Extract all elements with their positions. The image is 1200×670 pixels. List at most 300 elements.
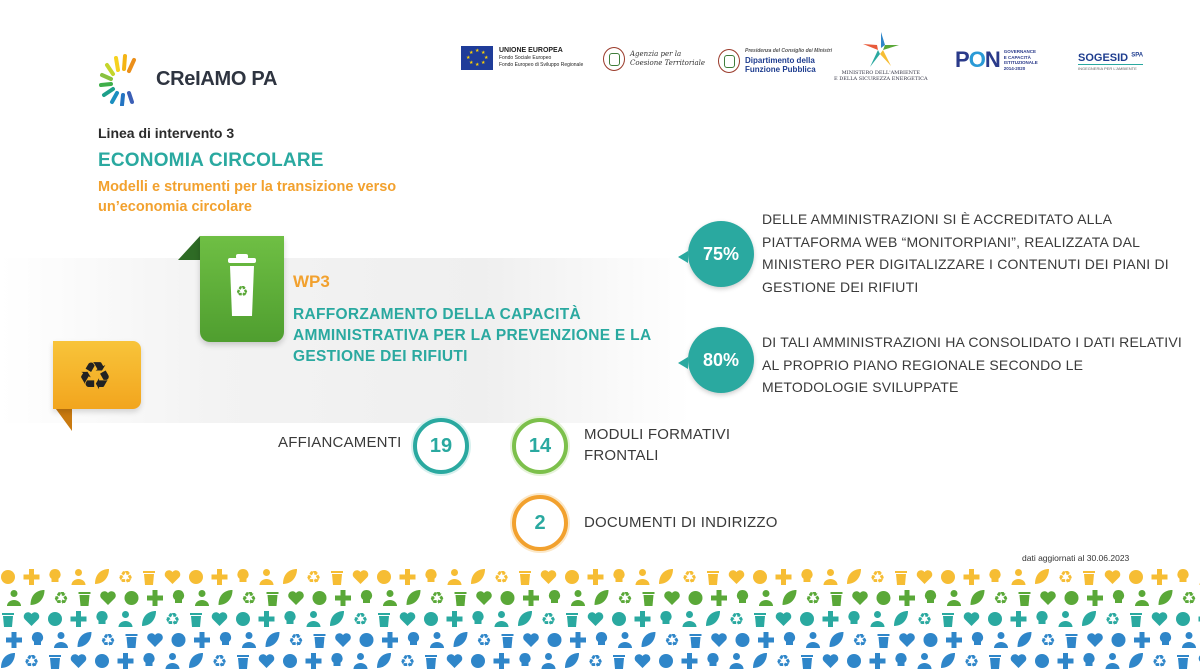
heart-icon [288, 591, 304, 605]
heart-icon [852, 591, 868, 605]
recycle-icon [1105, 610, 1120, 630]
svg-text:♻: ♻ [852, 631, 868, 651]
bulb-icon [549, 590, 560, 603]
bulb-icon [472, 611, 483, 624]
bulb-icon [707, 653, 718, 666]
heart-icon [147, 633, 163, 647]
recycle-icon [729, 610, 744, 630]
heart-icon [588, 612, 604, 626]
bulb-icon [925, 590, 936, 603]
cross-icon [259, 611, 275, 627]
cross-icon [335, 590, 351, 606]
globe-icon [689, 591, 703, 605]
heart-icon [71, 654, 87, 668]
bulb-icon [284, 611, 295, 624]
globe-icon [548, 633, 562, 647]
heart-icon [165, 570, 181, 584]
svg-text:♻: ♻ [993, 589, 1009, 609]
svg-text:♻: ♻ [617, 589, 633, 609]
recycle-icon [100, 631, 115, 651]
leaf-icon [830, 632, 844, 647]
person-icon [1135, 590, 1149, 606]
affiancamenti-counter: 19 [413, 418, 469, 474]
globe-icon [172, 633, 186, 647]
heart-icon [335, 633, 351, 647]
person-icon [683, 611, 697, 627]
trash-icon [831, 592, 843, 606]
recycle-icon [73, 354, 117, 396]
globe-icon [924, 633, 938, 647]
sogesid-sub: INGEGNERIA PER L'AMBIENTE [1078, 66, 1137, 71]
heart-icon [259, 654, 275, 668]
bulb-icon [1113, 590, 1124, 603]
globe-icon [95, 654, 109, 668]
person-icon [307, 611, 321, 627]
bulb-icon [237, 569, 248, 582]
trash-icon [643, 592, 655, 606]
heart-icon [100, 591, 116, 605]
dfp-line1: Dipartimento della [745, 56, 815, 65]
emblem-icon [603, 47, 625, 71]
person-icon [806, 632, 820, 648]
trash-icon [267, 592, 279, 606]
globe-icon [736, 633, 750, 647]
globe-icon [1035, 654, 1049, 668]
recycle-icon [1152, 652, 1167, 670]
eu-flag-icon: ★ ★ ★ ★ ★ ★ ★ ★ [461, 46, 493, 70]
trash-icon [143, 571, 155, 585]
person-icon [166, 653, 180, 669]
heart-icon [523, 633, 539, 647]
heart-icon [635, 654, 651, 668]
bulb-icon [895, 653, 906, 666]
recycle-icon [53, 589, 68, 609]
person-icon [242, 632, 256, 648]
cross-icon [946, 632, 962, 648]
brand-sun-icon [98, 52, 148, 106]
badge-fold [178, 236, 200, 260]
bulb-icon [32, 632, 43, 645]
heart-icon [711, 633, 727, 647]
recycle-icon [429, 589, 444, 609]
person-icon [824, 569, 838, 585]
agency-line1: Agenzia per la [630, 50, 682, 58]
bulb-icon [96, 611, 107, 624]
globe-icon [189, 570, 203, 584]
cross-icon [118, 653, 134, 669]
bulb-icon [848, 611, 859, 624]
agency-logo [603, 47, 705, 71]
leaf-icon [454, 632, 468, 647]
globe-icon [424, 612, 438, 626]
heart-icon [1105, 570, 1121, 584]
cross-icon [24, 569, 40, 585]
person-icon [618, 632, 632, 648]
recycle-icon [588, 652, 603, 670]
trash-icon [378, 613, 390, 627]
svg-text:♻: ♻ [399, 652, 416, 670]
heart-icon [823, 654, 839, 668]
svg-text:♻: ♻ [1181, 589, 1197, 609]
recycle-icon [1181, 589, 1196, 609]
recycle-icon [494, 568, 509, 588]
person-icon [1182, 632, 1196, 648]
globe-icon [1112, 633, 1126, 647]
bulb-icon [1177, 569, 1188, 582]
leaf-icon [941, 653, 955, 668]
person-icon [636, 569, 650, 585]
trash-icon [2, 613, 14, 627]
bulb-icon [801, 569, 812, 582]
person-icon [354, 653, 368, 669]
person-icon [1012, 569, 1026, 585]
cross-icon [1058, 653, 1074, 669]
cross-icon [758, 632, 774, 648]
person-icon [1106, 653, 1120, 669]
recycle-icon [993, 589, 1008, 609]
bulb-icon [737, 590, 748, 603]
svg-text:♻: ♻ [587, 652, 604, 670]
trash-icon [190, 613, 202, 627]
svg-text:♻: ♻ [352, 610, 369, 630]
cross-icon [899, 590, 915, 606]
cross-icon [523, 590, 539, 606]
pon-logo [955, 47, 1038, 73]
svg-text:♻: ♻ [1151, 652, 1168, 670]
pon-p: P [955, 47, 969, 72]
leaf-icon [706, 611, 720, 626]
svg-text:♻: ♻ [1040, 631, 1056, 651]
svg-text:♻: ♻ [77, 354, 113, 396]
sogesid-logo [1078, 52, 1143, 71]
bulb-icon [596, 632, 607, 645]
recycle-icon [1058, 568, 1073, 588]
trash-icon [566, 613, 578, 627]
leaf-icon [471, 569, 485, 584]
cross-icon [964, 569, 980, 585]
heart-icon [729, 570, 745, 584]
brand-name: CReIAMO PA [156, 67, 278, 90]
trash-icon [895, 571, 907, 585]
person-icon [119, 611, 133, 627]
trash-icon [331, 571, 343, 585]
heart-icon [776, 612, 792, 626]
trash-icon [1066, 634, 1078, 648]
svg-text:♻: ♻ [429, 589, 445, 609]
person-icon [495, 611, 509, 627]
recycle-icon [118, 568, 133, 588]
cross-icon [1011, 611, 1027, 627]
recycle-icon [917, 610, 932, 630]
leaf-icon [78, 632, 92, 647]
dfp-logo [718, 47, 832, 74]
svg-text:♻: ♻ [117, 568, 134, 588]
bulb-icon [49, 569, 60, 582]
intervention-line: Linea di intervento 3 [98, 125, 235, 141]
heart-icon [917, 570, 933, 584]
recycle-bin-icon [222, 254, 262, 320]
documenti-counter: 2 [512, 495, 568, 551]
wp-description: RAFFORZAMENTO DELLA CAPACITÀ AMMINISTRATIVA PER LA PREVENZIONE E LA GESTIONE DEI RIFIUTI [293, 306, 651, 365]
person-icon [730, 653, 744, 669]
leaf-icon [753, 653, 767, 668]
globe-icon [800, 612, 814, 626]
percentage-text-80: DI TALI AMMINISTRAZIONI HA CONSOLIDATO I DATI RELATIVI AL PROPRIO PIANO REGIONALE SECONDO LE METODOLOGIE SVILUPPATE [762, 334, 1182, 395]
recycle-icon [964, 652, 979, 670]
svg-text:♻: ♻ [493, 568, 510, 588]
svg-text:♻: ♻ [100, 631, 116, 651]
leaf-icon [971, 590, 985, 605]
trash-icon [690, 634, 702, 648]
cross-icon [1134, 632, 1150, 648]
heart-icon [24, 612, 40, 626]
bulb-icon [143, 653, 154, 666]
svg-text:♻: ♻ [664, 631, 680, 651]
leaf-icon [142, 611, 156, 626]
svg-text:♻: ♻ [681, 568, 698, 588]
globe-icon [1, 570, 15, 584]
trash-icon [878, 634, 890, 648]
person-icon [542, 653, 556, 669]
pon-line4: 2014-2020 [1003, 65, 1026, 71]
person-icon [430, 632, 444, 648]
person-icon [571, 590, 585, 606]
svg-text:♻: ♻ [288, 631, 304, 651]
recycle-icon [24, 652, 39, 670]
globe-icon [941, 570, 955, 584]
leaf-icon [31, 590, 45, 605]
globe-icon [1065, 591, 1079, 605]
bulb-icon [613, 569, 624, 582]
page-title: ECONOMIA CIRCOLARE [98, 150, 324, 171]
heart-icon [541, 570, 557, 584]
recycle-icon [476, 631, 491, 651]
cross-icon [400, 569, 416, 585]
person-icon [448, 569, 462, 585]
recycle-icon [288, 631, 303, 651]
heart-icon [447, 654, 463, 668]
sogesid-suffix: SPA [1131, 52, 1144, 59]
leaf-icon [377, 653, 391, 668]
trash-icon [613, 655, 625, 669]
person-icon [947, 590, 961, 606]
recycle-icon [682, 568, 697, 588]
bulb-icon [972, 632, 983, 645]
bulb-icon [331, 653, 342, 666]
globe-icon [753, 570, 767, 584]
svg-text:♻: ♻ [728, 610, 745, 630]
svg-text:♻: ♻ [805, 589, 821, 609]
leaf-icon [1082, 611, 1096, 626]
svg-text:♻: ♻ [53, 589, 69, 609]
leaf-icon [595, 590, 609, 605]
cross-icon [870, 653, 886, 669]
mase-line1: MINISTERO DELL'AMBIENTE [841, 70, 920, 76]
leaf-icon [1018, 632, 1032, 647]
globe-icon [565, 570, 579, 584]
bulb-icon [425, 569, 436, 582]
bulb-icon [1083, 653, 1094, 666]
trash-icon [942, 613, 954, 627]
svg-text:♻: ♻ [916, 610, 933, 630]
leaf-icon [1159, 590, 1173, 605]
cross-icon [447, 611, 463, 627]
recycle-icon [664, 631, 679, 651]
svg-text:♻: ♻ [1104, 610, 1121, 630]
leaf-icon [1035, 569, 1049, 584]
leaf-icon [783, 590, 797, 605]
svg-text:♻: ♻ [235, 284, 249, 300]
heart-icon [353, 570, 369, 584]
globe-icon [659, 654, 673, 668]
trash-icon [754, 613, 766, 627]
cross-icon [682, 653, 698, 669]
svg-text:♻: ♻ [476, 631, 492, 651]
bulb-icon [1160, 632, 1171, 645]
heart-icon [476, 591, 492, 605]
cross-icon [1087, 590, 1103, 606]
cross-icon [382, 632, 398, 648]
pon-o: O [968, 47, 985, 72]
sogesid-name: SOGESID [1078, 52, 1129, 64]
leaf-icon [95, 569, 109, 584]
eu-line2: Fondo Europeo di Sviluppo Regionale [499, 62, 584, 68]
percentage-badge-80: 80% [688, 327, 754, 393]
star-icon [861, 30, 901, 70]
bulb-icon [989, 569, 1000, 582]
svg-text:♻: ♻ [211, 652, 228, 670]
pon-n: N [984, 47, 1000, 72]
trash-icon [502, 634, 514, 648]
globe-icon [612, 612, 626, 626]
person-icon [1059, 611, 1073, 627]
globe-icon [283, 654, 297, 668]
svg-text:♻: ♻ [164, 610, 181, 630]
bulb-icon [361, 590, 372, 603]
person-icon [195, 590, 209, 606]
recycle-icon [776, 652, 791, 670]
person-icon [871, 611, 885, 627]
trash-icon [707, 571, 719, 585]
trash-icon [1083, 571, 1095, 585]
brand-logo [98, 52, 277, 106]
trash-icon [519, 571, 531, 585]
emblem-icon [718, 49, 740, 73]
cross-icon [212, 569, 228, 585]
documenti-label: DOCUMENTI DI INDIRIZZO [584, 514, 778, 531]
svg-text:♻: ♻ [963, 652, 980, 670]
leaf-icon [407, 590, 421, 605]
mase-line2: E DELLA SICUREZZA ENERGETICA [834, 76, 928, 82]
heart-icon [964, 612, 980, 626]
pon-mark [955, 47, 1000, 73]
trash-icon [237, 655, 249, 669]
trash-icon [989, 655, 1001, 669]
svg-text:♻: ♻ [23, 652, 40, 670]
leaf-icon [659, 569, 673, 584]
bulb-icon [519, 653, 530, 666]
trash-icon [1019, 592, 1031, 606]
cross-icon [635, 611, 651, 627]
heart-icon [400, 612, 416, 626]
bulb-icon [1036, 611, 1047, 624]
globe-icon [501, 591, 515, 605]
page-subtitle: Modelli e strumenti per la transizione verso un’economia circolare [98, 179, 397, 215]
cross-icon [194, 632, 210, 648]
globe-icon [48, 612, 62, 626]
leaf-icon [1, 653, 15, 668]
cross-icon [711, 590, 727, 606]
bulb-icon [408, 632, 419, 645]
leaf-icon [1129, 653, 1143, 668]
globe-icon [847, 654, 861, 668]
bulb-icon [660, 611, 671, 624]
globe-icon [1129, 570, 1143, 584]
globe-icon [988, 612, 1002, 626]
recycle-icon [165, 610, 180, 630]
globe-icon [360, 633, 374, 647]
agency-line2: Coesione Territoriale [630, 59, 706, 67]
trash-icon [425, 655, 437, 669]
leaf-icon [330, 611, 344, 626]
leaf-icon [565, 653, 579, 668]
heart-icon [664, 591, 680, 605]
wp-code: WP3 [293, 272, 330, 291]
moduli-label: MODULI FORMATIVI FRONTALI [584, 426, 731, 464]
percentage-badge-75: 75% [688, 221, 754, 287]
globe-icon [125, 591, 139, 605]
trash-icon [126, 634, 138, 648]
recycle-icon [241, 589, 256, 609]
person-icon [994, 632, 1008, 648]
heart-icon [1152, 612, 1168, 626]
trash-icon [314, 634, 326, 648]
globe-icon [1176, 612, 1190, 626]
person-icon [383, 590, 397, 606]
affiancamenti-label: AFFIANCAMENTI [278, 434, 402, 451]
leaf-icon [219, 590, 233, 605]
svg-text:♻: ♻ [540, 610, 557, 630]
recycle-icon [400, 652, 415, 670]
heart-icon [899, 633, 915, 647]
trash-icon [455, 592, 467, 606]
recycle-icon [870, 568, 885, 588]
bulb-icon [784, 632, 795, 645]
person-icon [759, 590, 773, 606]
leaf-icon [894, 611, 908, 626]
heart-icon [1011, 654, 1027, 668]
trash-icon [1130, 613, 1142, 627]
globe-icon [313, 591, 327, 605]
leaf-icon [847, 569, 861, 584]
pon-line1: GOVERNANCE [1003, 49, 1036, 54]
recycle-icon [306, 568, 321, 588]
pon-line3: ISTITUZIONALE [1003, 60, 1038, 65]
globe-icon [377, 570, 391, 584]
recycle-icon [353, 610, 368, 630]
eu-logo [461, 46, 583, 70]
update-note: dati aggiornati al 30.06.2023 [1022, 553, 1130, 563]
bulb-icon [173, 590, 184, 603]
trash-icon [79, 592, 91, 606]
mase-logo [834, 30, 928, 82]
bulb-icon [220, 632, 231, 645]
recycle-icon [852, 631, 867, 651]
cross-icon [776, 569, 792, 585]
eu-line1: Fondo Sociale Europeo [499, 55, 552, 61]
cross-icon [147, 590, 163, 606]
leaf-icon [518, 611, 532, 626]
